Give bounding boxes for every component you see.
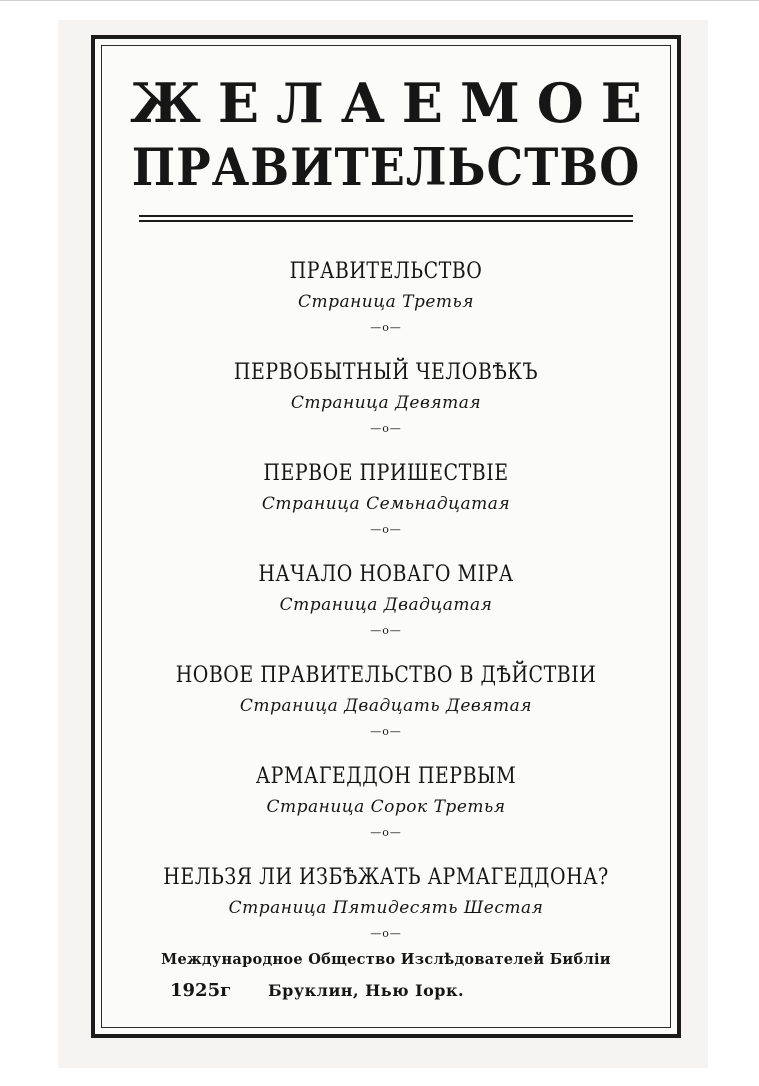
toc-entry-title: НАЧАЛО НОВАГО МІРА: [258, 560, 514, 588]
toc-entry: [95, 257, 677, 358]
toc-separator: —о—: [370, 725, 402, 738]
toc-entry-page: Страница Третья: [297, 292, 475, 312]
toc-separator: —о—: [370, 624, 402, 637]
toc-entry-title: АРМАГЕДДОН ПЕРВЫМ: [255, 762, 517, 790]
toc-separator: —о—: [370, 422, 402, 435]
toc-separator: —о—: [370, 321, 402, 334]
toc-entry-page: Страница Пятидесять Шестая: [228, 898, 544, 918]
toc-separator: —о—: [370, 826, 402, 839]
table-of-contents: [95, 257, 677, 964]
toc-entry-title: ПЕРВОБЫТНЫЙ ЧЕЛОВѢКЪ: [233, 358, 539, 386]
toc-entry: [95, 560, 677, 661]
toc-entry: [95, 762, 677, 863]
imprint-year: 1925г: [170, 980, 232, 1001]
top-border-line: [0, 0, 759, 1]
title-double-rule: [139, 215, 633, 222]
toc-entry: [95, 358, 677, 459]
toc-entry-page: Страница Семьнадцатая: [261, 494, 511, 514]
toc-separator: —о—: [370, 523, 402, 536]
imprint-city: Бруклин, Нью Іорк.: [268, 981, 465, 1000]
toc-entry-page: Страница Двадцатая: [279, 595, 493, 615]
toc-separator: —о—: [370, 927, 402, 940]
toc-entry-title: ПЕРВОЕ ПРИШЕСТВІЕ: [263, 459, 509, 487]
imprint: [95, 978, 677, 1004]
toc-entry-title: НОВОЕ ПРАВИТЕЛЬСТВО В ДѢЙСТВІИ: [175, 661, 597, 689]
toc-entry: [95, 661, 677, 762]
publisher-name: Международное Общество Изслѣдователей Библіи: [161, 951, 611, 968]
toc-entry-page: Страница Девятая: [290, 393, 482, 413]
toc-entry: [95, 459, 677, 560]
title-line-2: ПРАВИТЕЛЬСТВО: [131, 136, 641, 198]
title-page: [91, 35, 681, 1038]
toc-entry-title: ПРАВИТЕЛЬСТВО: [289, 257, 483, 285]
title-line-1: ЖЕЛАЕМОЕ: [130, 71, 659, 135]
toc-entry-page: Страница Двадцать Девятая: [239, 696, 533, 716]
toc-entry-title: НЕЛЬЗЯ ЛИ ИЗБѢЖАТЬ АРМАГЕДДОНА?: [163, 863, 609, 891]
toc-entry-page: Страница Сорок Третья: [266, 797, 506, 817]
